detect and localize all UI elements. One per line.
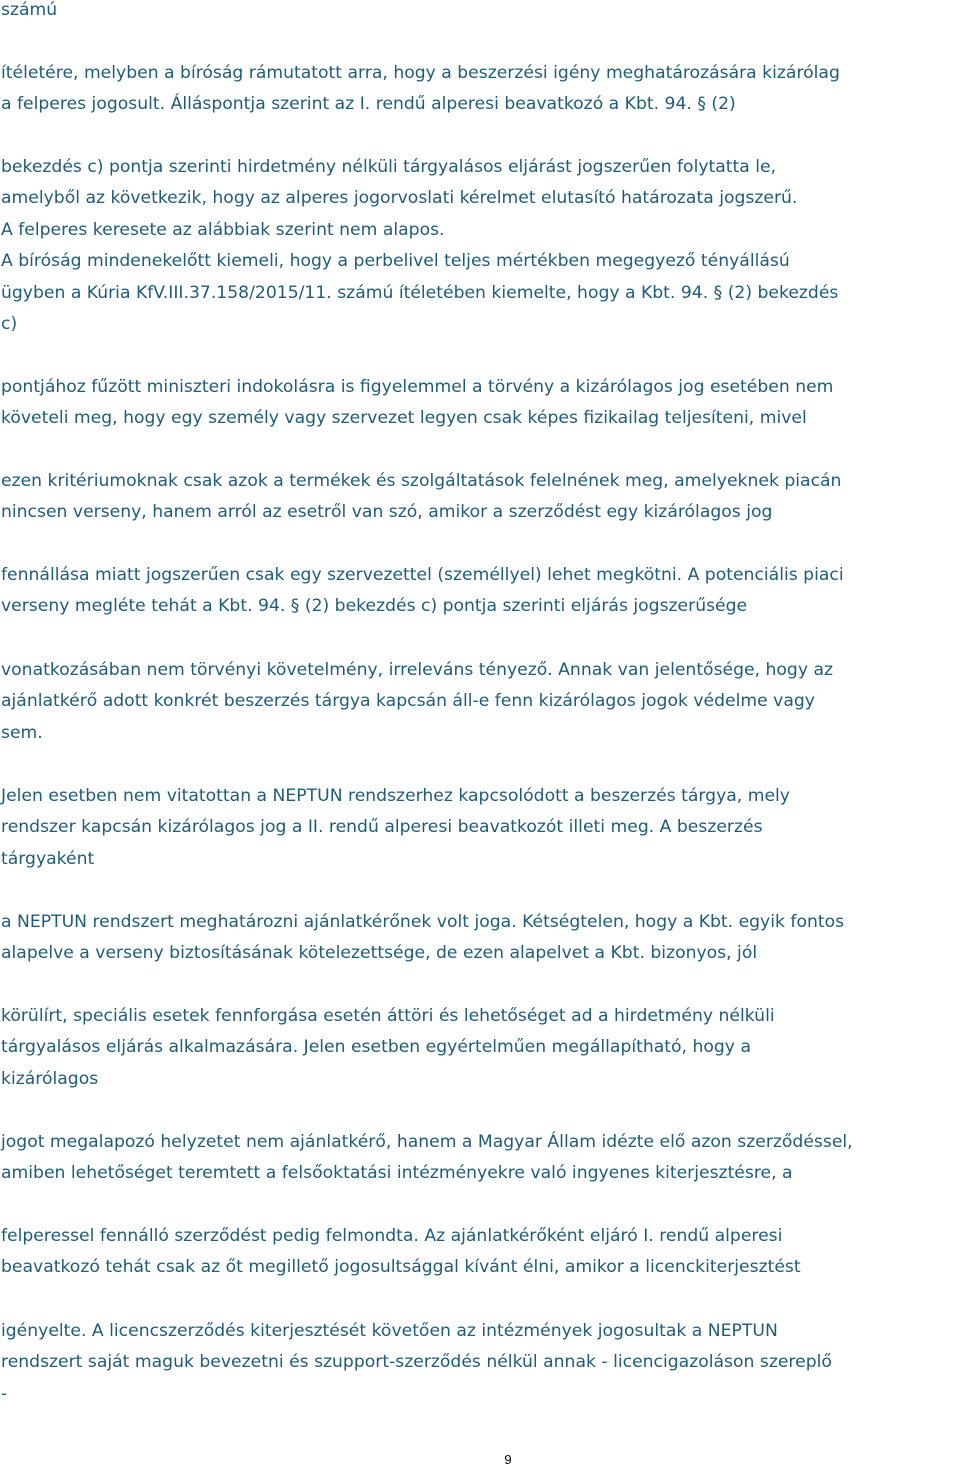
text-line: kizárólagos <box>1 1068 99 1089</box>
text-line: verseny megléte tehát a Kbt. 94. § (2) bekezdés c) pontja szerinti eljárás jogszerűsége <box>1 596 748 617</box>
text-line: körülírt, speciális esetek fennforgása esetén áttöri és lehetőséget ad a hirdetmény nélküli <box>1 1006 775 1026</box>
text-line: c) <box>1 314 18 335</box>
text-line: ügyben a Kúria KfV.III.37.158/2015/11. számú ítéletében kiemelte, hogy a Kbt. 94. § (2) bekezdés <box>1 282 839 303</box>
paragraph-iteletere <box>1 58 959 121</box>
text-line: tárgyalásos eljárás alkalmazására. Jelen esetben egyértelműen megállapítható, hogy a <box>1 1037 751 1058</box>
paragraph-ezen-kriteriumoknak <box>1 466 959 529</box>
text-line: fennállása miatt jogszerűen csak egy szervezettel (személlyel) lehet megkötni. A potenciális piaci <box>1 565 844 585</box>
text-line: nincsen verseny, hanem arról az esetről van szó, amikor a szerződést egy kizárólagos jog <box>1 502 773 523</box>
text-line: tárgyaként <box>1 848 95 869</box>
text-line: jogot megalapozó helyzetet nem ajánlatkérő, hanem a Magyar Állam idézte elő azon szerződéssel, <box>1 1132 853 1152</box>
text-line: számú <box>1 0 58 20</box>
text-line: ítéletére, melyben a bíróság rámutatott arra, hogy a beszerzési igény meghatározására kizárólag <box>1 63 840 83</box>
text-line: bekezdés c) pontja szerinti hirdetmény nélküli tárgyalásos eljárást jogszerűen folytatta le, <box>1 157 777 177</box>
text-line: a felperes jogosult. Álláspontja szerint az I. rendű alperesi beavatkozó a Kbt. 94. § (2) <box>1 94 736 115</box>
paragraph-felperessel <box>1 1221 959 1284</box>
text-line: vonatkozásában nem törvényi követelmény, irreleváns tényező. Annak van jelentősége, hogy az <box>1 660 834 680</box>
paragraph-pontjahoz <box>1 372 959 435</box>
text-line: amelyből az következik, hogy az alperes jogorvoslati kérelmet elutasító határozata jogszerű. <box>1 188 798 209</box>
text-line: Jelen esetben nem vitatottan a NEPTUN rendszerhez kapcsolódott a beszerzés tárgya, mely <box>1 786 790 806</box>
text-line: igényelte. A licencszerződés kiterjesztését követően az intézmények jogosultak a NEPTUN <box>1 1321 778 1341</box>
text-line: rendszer kapcsán kizárólagos jog a II. rendű alperesi beavatkozót illeti meg. A beszerzés <box>1 817 763 838</box>
text-line: ajánlatkérő adott konkrét beszerzés tárgya kapcsán áll-e fenn kizárólagos jogok védelme vagy <box>1 691 815 712</box>
paragraph-a-neptun-rendszert <box>1 907 959 970</box>
text-line: - <box>1 1383 8 1404</box>
text-line: felperessel fennálló szerződést pedig felmondta. Az ajánlatkérőként eljáró I. rendű alperesi <box>1 1226 783 1246</box>
text-line: pontjához fűzött miniszteri indokolásra is figyelemmel a törvény a kizárólagos jog esetében nem <box>1 377 834 397</box>
text-line: beavatkozó tehát csak az őt megillető jogosultsággal kívánt élni, amikor a licenckiterjesztést <box>1 1257 801 1278</box>
text-line: amiben lehetőséget teremtett a felsőoktatási intézményekre való ingyenes kiterjesztésre, a <box>1 1163 793 1184</box>
paragraph-jogot-megalapozo <box>1 1127 959 1190</box>
text-line: rendszert saját maguk bevezetni és szupport-szerződés nélkül annak - licencigazoláson szereplő <box>1 1352 832 1373</box>
paragraph-jelen-esetben <box>1 781 959 875</box>
paragraph-szamu <box>1 0 959 26</box>
text-line: alapelve a verseny biztosításának kötelezettsége, de ezen alapelvet a Kbt. bizonyos, jól <box>1 943 758 964</box>
text-line: követeli meg, hogy egy személy vagy szervezet legyen csak képes fizikailag teljesíteni, mivel <box>1 408 807 429</box>
paragraph-vonatkozasaban <box>1 655 959 749</box>
paragraph-bekezdes <box>1 152 959 340</box>
page-number: 9 <box>504 1452 512 1467</box>
paragraph-fennallasa <box>1 560 959 623</box>
text-line: A bíróság mindenekelőtt kiemeli, hogy a perbelivel teljes mértékben megegyező tényállású <box>1 251 790 272</box>
paragraph-korulirt <box>1 1001 959 1095</box>
text-line: A felperes keresete az alábbiak szerint nem alapos. <box>1 219 445 240</box>
text-line: ezen kritériumoknak csak azok a termékek és szolgáltatások felelnének meg, amelyeknek piacán <box>1 471 842 491</box>
text-line: sem. <box>1 722 43 743</box>
paragraph-igenyelte <box>1 1316 959 1410</box>
text-line: a NEPTUN rendszert meghatározni ajánlatkérőnek volt joga. Kétségtelen, hogy a Kbt. egyik fontos <box>1 912 845 932</box>
